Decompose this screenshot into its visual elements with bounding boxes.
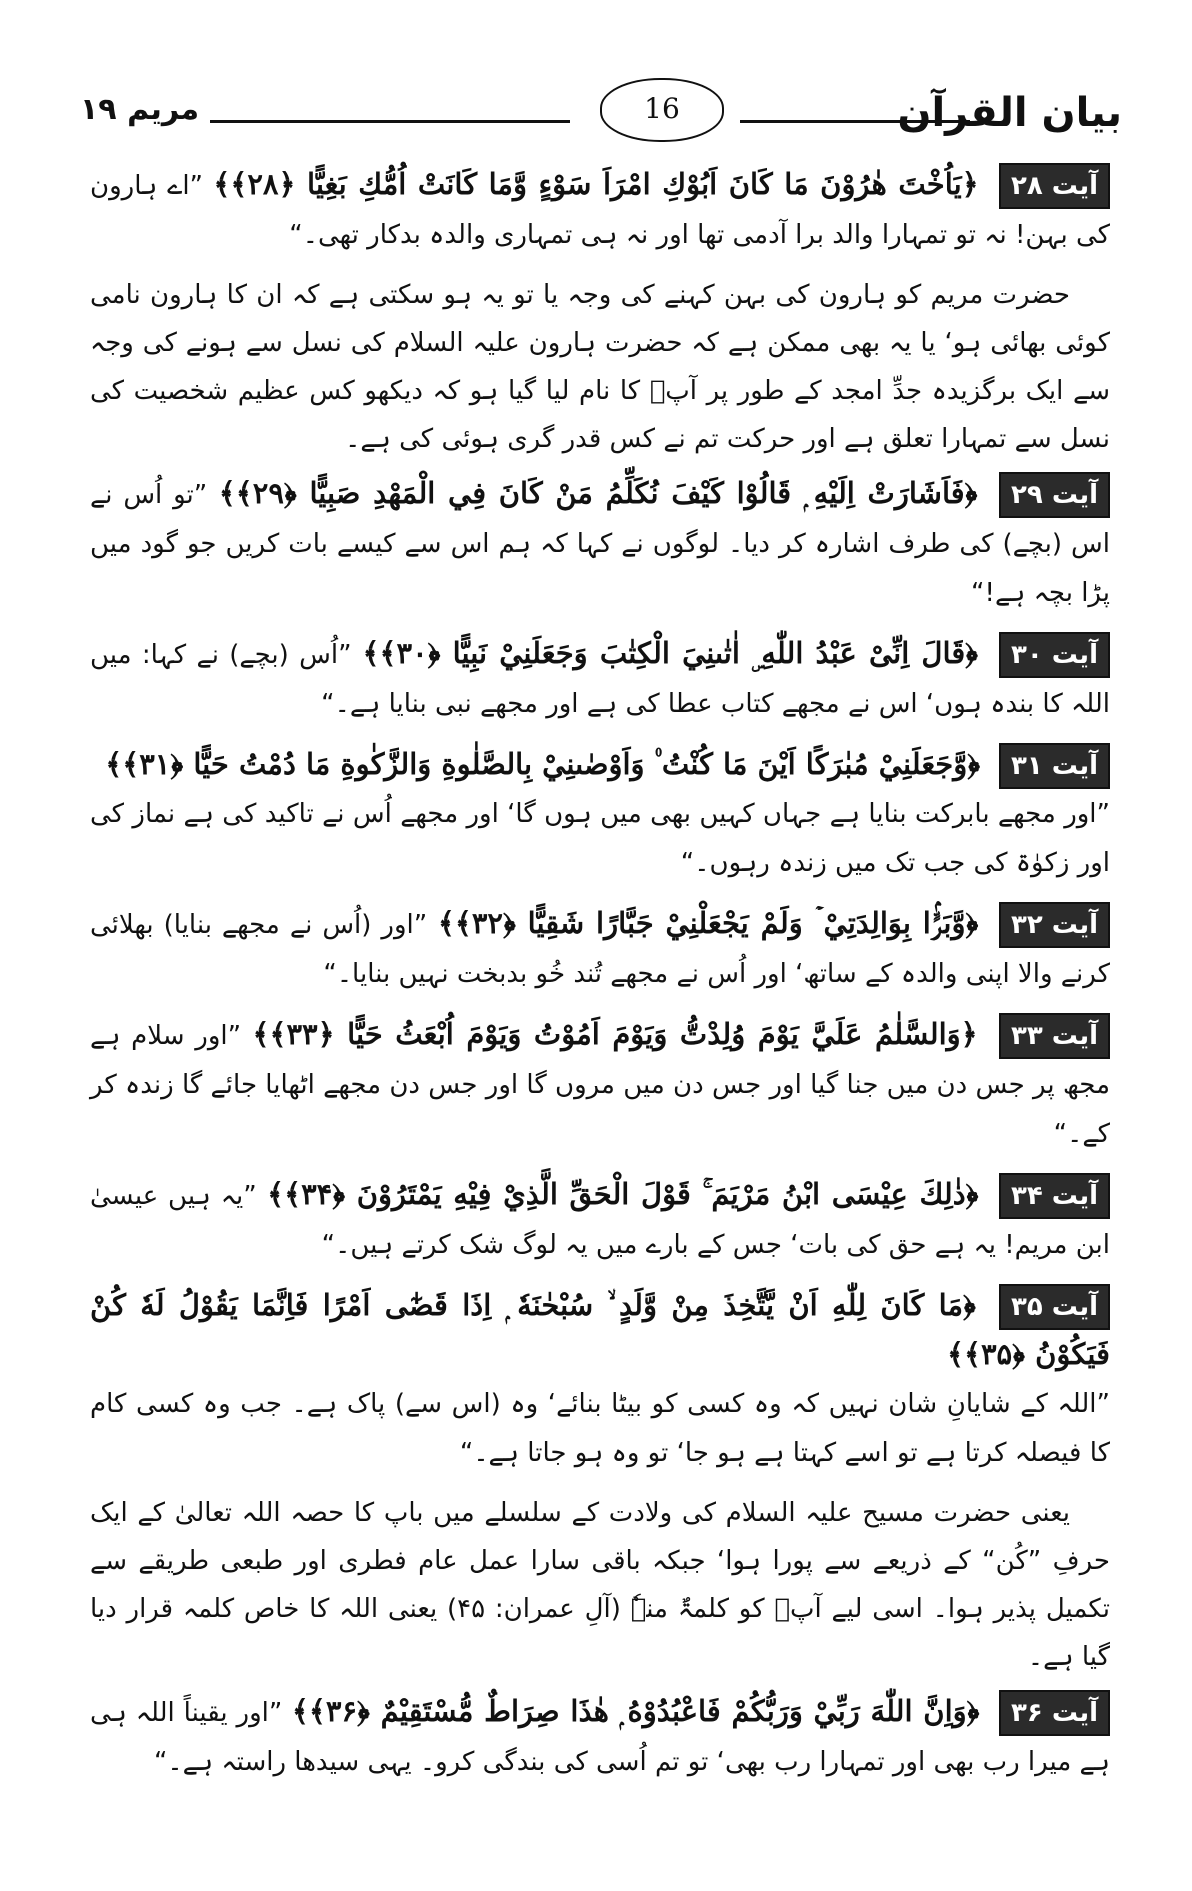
verse-arabic: ﴿مَا كَانَ لِلّٰهِ اَنْ يَّتَّخِذَ مِنْ وَّلَدٍ ۙ سُبْحٰنَهٗ ۭ اِذَا قَضٰٓى اَمْرًا فَاِنَّمَا يَقُوْلُ لَهٗ كُنْ فَيَكُوْنُ ﴿۳۵﴾﴾ xyxy=(90,1288,1110,1371)
commentary-paragraph: یعنی حضرت مسیح علیہ السلام کی ولادت کے سلسلے میں باپ کا حصہ اللہ تعالیٰ کے ایک حرفِ ”کُن“ کے ذریعے سے پورا ہوا‘ جبکہ باقی سارا عمل عام فطری اور طبعی طریقے سے تکمیل پذیر ہوا۔ اسی لیے آپؑ کو کلمۃٌ منہٗ (آلِ عمران: ۴۵) یعنی اللہ کا خاص کلمہ قرار دیا گیا ہے۔ xyxy=(90,1498,1110,1672)
verse-translation: ”اور مجھے بابرکت بنایا ہے جہاں کہیں بھی میں ہوں گا‘ اور مجھے اُس نے تاکید کی ہے نماز کی اور زکوٰۃ کی جب تک میں زندہ رہوں۔“ xyxy=(90,799,1110,878)
book-title: بیان القرآن xyxy=(897,90,1122,136)
verse-translation: ”اے ہارون کی بہن! نہ تو تمہارا والد برا آدمی تھا اور نہ ہی تمہاری والدہ بدکار تھی۔“ xyxy=(90,171,1110,250)
verse-block xyxy=(90,1010,1110,1158)
verse-arabic: ﴿وَالسَّلٰمُ عَلَيَّ يَوْمَ وُلِدْتُّ وَيَوْمَ اَمُوْتُ وَيَوْمَ اُبْعَثُ حَيًّا ﴿۳۳﴾﴾ xyxy=(252,1017,978,1051)
verse-label: آیت ۳۳ xyxy=(999,1013,1110,1059)
verse-arabic: ﴿فَاَشَارَتْ اِلَيْهِ ۭ قَالُوْا كَيْفَ نُكَلِّمُ مَنْ كَانَ فِي الْمَهْدِ صَبِيًّا ﴿۲۹﴾﴾ xyxy=(218,476,978,510)
verse-block xyxy=(90,160,1110,259)
verse-arabic: ﴿وَاِنَّ اللّٰهَ رَبِّيْ وَرَبُّكُمْ فَاعْبُدُوْهُ ۭ ھٰذَا صِرَاطٌ مُّسْتَقِيْمٌ ﴿۳۶﴾﴾ xyxy=(291,1694,980,1728)
verse-translation: ”اور سلام ہے مجھ پر جس دن میں جنا گیا اور جس دن میں مروں گا اور جس دن مجھے اٹھایا جائے گا زندہ کر کے۔“ xyxy=(90,1021,1110,1149)
verse-arabic: ﴿وَّجَعَلَنِيْ مُبٰرَكًا اَيْنَ مَا كُنْتُ ۠ وَاَوْصٰىنِيْ بِالصَّلٰوةِ وَالزَّكٰوةِ مَا دُمْتُ حَيًّا ﴿۳۱﴾﴾ xyxy=(105,747,981,781)
verse-block xyxy=(90,1170,1110,1269)
verse-block xyxy=(90,740,1110,887)
verse-label: آیت ۳۵ xyxy=(999,1284,1110,1330)
verse-label: آیت ۳۶ xyxy=(999,1690,1110,1736)
page-number: 16 xyxy=(600,78,724,142)
verse-block xyxy=(90,629,1110,728)
verse-label: آیت ۳۱ xyxy=(999,743,1110,789)
verse-label: آیت ۳۰ xyxy=(999,632,1110,678)
verse-label: آیت ۲۹ xyxy=(999,472,1110,518)
verse-block xyxy=(90,899,1110,998)
verse-translation: ”اور یقیناً اللہ ہی ہے میرا رب بھی اور تمہارا رب بھی‘ تو تم اُسی کی بندگی کرو۔ یہی سیدھا راستہ ہے۔“ xyxy=(90,1698,1110,1777)
page-body xyxy=(90,160,1110,1798)
commentary-paragraph: حضرت مریم کو ہارون کی بہن کہنے کی وجہ یا تو یہ ہو سکتی ہے کہ ان کا ہارون نامی کوئی بھائی ہو‘ یا یہ بھی ممکن ہے کہ حضرت ہارون علیہ السلام کی نسل سے ہونے کی وجہ سے ایک برگزیدہ جدِّ امجد کے طور پر آپؑ کا نام لیا گیا ہو کہ دیکھو کس عظیم شخصیت کی نسل سے تمہارا تعلق ہے اور حرکت تم نے کس قدر گری ہوئی کی ہے۔ xyxy=(90,280,1110,454)
verse-translation: ”اور (اُس نے مجھے بنایا) بھلائی کرنے والا اپنی والدہ کے ساتھ‘ اور اُس نے مجھے تُند خُو بدبخت نہیں بنایا۔“ xyxy=(90,910,1110,989)
verse-arabic: ﴿ذٰلِكَ عِيْسَى ابْنُ مَرْيَمَ ۚ قَوْلَ الْحَقِّ الَّذِيْ فِيْهِ يَمْتَرُوْنَ ﴿۳۴﴾﴾ xyxy=(267,1177,979,1211)
verse-block xyxy=(90,1281,1110,1477)
verse-label: آیت ۲۸ xyxy=(999,163,1110,209)
verse-arabic: ﴿قَالَ اِنِّىْ عَبْدُ اللّٰهِ ۣ اٰتٰىنِيَ الْكِتٰبَ وَجَعَلَنِيْ نَبِيًّا ﴿۳۰﴾﴾ xyxy=(362,636,979,670)
verse-label: آیت ۳۲ xyxy=(999,902,1110,948)
verse-translation: ”اللہ کے شایانِ شان نہیں کہ وہ کسی کو بیٹا بنائے‘ وہ (اس سے) پاک ہے۔ جب وہ کسی کام کا فیصلہ کرتا ہے تو اسے کہتا ہے ہو جا‘ تو وہ ہو جاتا ہے۔“ xyxy=(90,1389,1110,1468)
verse-block xyxy=(90,1687,1110,1786)
verse-translation: ”یہ ہیں عیسیٰ ابن مریم! یہ ہے حق کی بات‘ جس کے بارے میں یہ لوگ شک کرتے ہیں۔“ xyxy=(90,1181,1110,1260)
verse-label: آیت ۳۴ xyxy=(999,1173,1110,1219)
verse-arabic: ﴿يَاُخْتَ هٰرُوْنَ مَا كَانَ اَبُوْكِ امْرَاَ سَوْءٍ وَّمَا كَانَتْ اُمُّكِ بَغِيًّا ﴿۲۸﴾﴾ xyxy=(213,167,979,201)
verse-arabic: ﴿وَّبَرًّۢا بِوَالِدَتِيْ ۡ وَلَمْ يَجْعَلْنِيْ جَبَّارًا شَقِيًّا ﴿۳۲﴾﴾ xyxy=(437,906,979,940)
verse-translation: ”تو اُس نے اس (بچے) کی طرف اشارہ کر دیا۔ لوگوں نے کہا کہ ہم اس سے کیسے بات کریں جو گود میں پڑا بچہ ہے!“ xyxy=(90,480,1110,608)
verse-translation: ”اُس (بچے) نے کہا: میں اللہ کا بندہ ہوں‘ اس نے مجھے کتاب عطا کی ہے اور مجھے نبی بنایا ہے۔“ xyxy=(90,640,1110,719)
header-rule-left xyxy=(210,120,570,123)
surah-label: مریم ۱۹ xyxy=(80,92,200,127)
page-header xyxy=(60,70,1132,150)
verse-block xyxy=(90,469,1110,617)
